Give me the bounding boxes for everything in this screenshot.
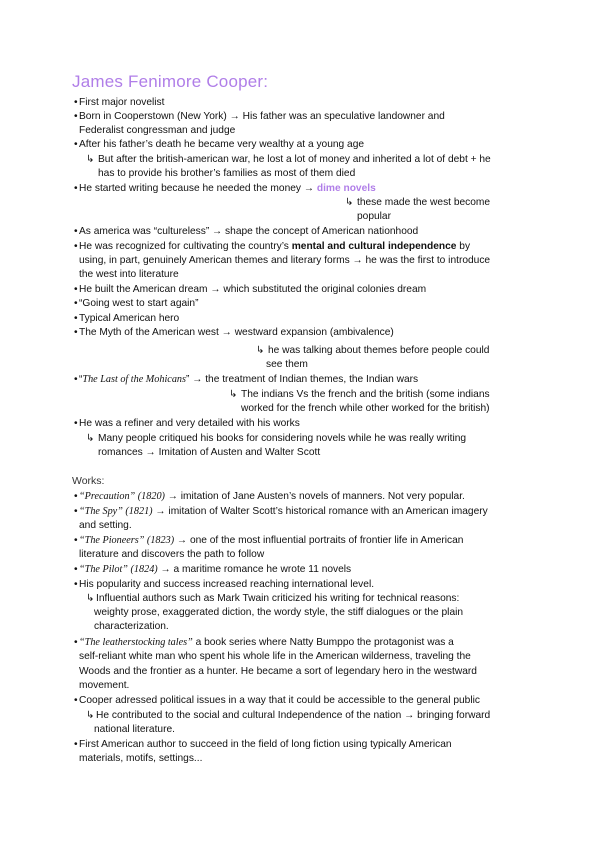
bullet: • <box>74 506 78 517</box>
bullet: • <box>74 535 78 546</box>
bullet: • <box>74 374 78 385</box>
bullet: • <box>74 298 78 309</box>
bullet: • <box>74 284 78 295</box>
bold-phrase: mental and cultural independence <box>291 241 457 252</box>
bullet: • <box>74 183 78 194</box>
bullet: • <box>74 241 78 252</box>
bullet: • <box>74 111 78 122</box>
bullet: • <box>74 695 78 706</box>
book-title: “Precaution” (1820) <box>79 491 165 502</box>
highlight-term: dime novels <box>316 183 376 194</box>
sub-arrow-icon: ↳ <box>86 154 95 165</box>
bullet: • <box>74 327 78 338</box>
book-title: “The Pioneers” (1823) <box>79 535 175 546</box>
document-page: James Fenimore Cooper: • First major novelist • Born in Cooperstown (New York) → His father was an speculative landowner and Federalist congressman and judge • After his father’s death he became very wealthy at a young age ↳ But after the british-american war, he lost a lot of money and inherited a lot of debt + he has to provide his brother’s families as most of them died • He started writing because he needed the money → dime novels ↳ these made the west become popular • As america was “cultureless” → shape the concept of American nationhood • He was recognized for cultivating the country’s mental and cultural independence by using, in part, genuinely American themes and literary forms → he was the first to introduce the west into literature • He built the American dream → which substituted the original colonies dream • “Going west to start again” • Typical American hero • The Myth of the American west → westward expansion (ambivalence) ↳ he was talking about themes before people could see them • “The Last of the Mohicans” → the treatment of Indian themes, the Indian wars ↳ The indians Vs the french and the british (some indians worked for the french while other worked for the british) • He was a refiner and very detailed with his works ↳ Many people critiqued his books for considering novels while he was really writing romances → Imitation of Austen and Walter Scott Works: • “Precaution” (1820) → imitation of Jane Austen’s novels of manners. Not very popular. • “The Spy” (1821) → imitation of Walter Scott’s historical romance with an American imagery and setting. • “The Pioneers” (1823) → one of the most influential portraits of frontier life in American literature and discovers the path to follow • “The Pilot” (1824) → a maritime romance he wrote 11 novels • His popularity and success increased reaching international level. ↳ Influential authors such as Mark Twain criticized his writing for technical reasons: weighty prose, exaggerated diction, the wordy style, the stiff dialogues or the plain characterization. • “The leatherstocking tales” a book series where Natty Bumppo the protagonist was a self-reliant white man who spent his whole life in the American wilderness, traveling the Woods and the frontier as a hunter. He became a sort of legendary hero in the westward movement. • Cooper adressed political issues in a way that it could be accessible to the general public ↳ He contributed to the social and cultural Independence of the nation → bringing forward national literature. • First American author to succeed in the field of long fiction using typically American materials, motifs, settings... <box>72 72 491 764</box>
bullet: • <box>74 139 78 150</box>
bullet: • <box>74 418 78 429</box>
sub-arrow-icon: ↳ <box>86 593 95 604</box>
sub-arrow-icon: ↳ <box>256 345 265 356</box>
sub-arrow-icon: ↳ <box>229 389 238 400</box>
book-title: “The leatherstocking tales” <box>79 637 193 648</box>
sub-arrow-icon: ↳ <box>86 433 95 444</box>
bullet: • <box>74 313 78 324</box>
bullet: • <box>74 564 78 575</box>
bullet: • <box>74 491 78 502</box>
bullet: • <box>74 579 78 590</box>
bullet: • <box>74 226 78 237</box>
book-title: “The Spy” (1821) <box>79 506 153 517</box>
bullet: • <box>74 97 78 108</box>
book-title: The Last of the Mohicans <box>82 374 186 385</box>
bullet: • <box>74 637 78 648</box>
page-title: James Fenimore Cooper: <box>72 72 269 91</box>
sub-arrow-icon: ↳ <box>86 710 95 721</box>
sub-arrow-icon: ↳ <box>345 197 354 208</box>
section-heading-works: Works: <box>72 475 105 487</box>
bullet: • <box>74 739 78 750</box>
book-title: “The Pilot” (1824) <box>79 564 158 575</box>
